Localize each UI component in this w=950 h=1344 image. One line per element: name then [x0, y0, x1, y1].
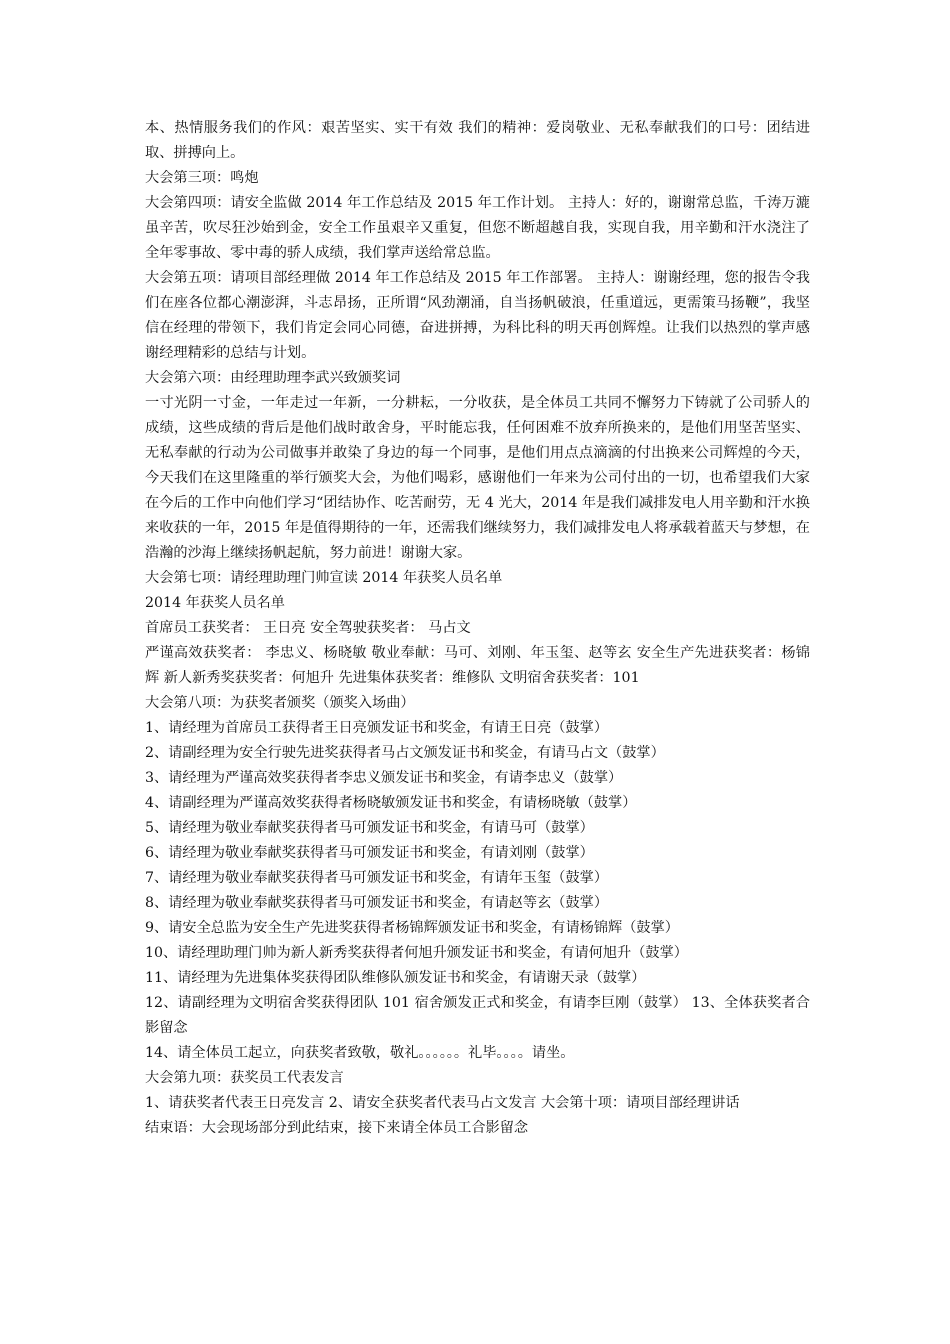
list-item-award-5: 5、请经理为敬业奉献奖获得者马可颁发证书和奖金，有请马可（鼓掌）	[145, 820, 594, 836]
list-item-award-9: 9、请安全总监为安全生产先进奖获得者杨锦辉颁发证书和奖金，有请杨锦辉（鼓掌）	[145, 920, 679, 936]
paragraph-item-9-representative-speech: 大会第九项：获奖员工代表发言	[145, 1070, 344, 1086]
paragraph-winners-chief-and-driving: 首席员工获奖者： 王日亮 安全驾驶获奖者： 马占文	[145, 620, 471, 636]
list-item-award-4: 4、请副经理为严谨高效奖获得者杨晓敏颁发证书和奖金，有请杨晓敏（鼓掌）	[145, 795, 637, 811]
list-item-award-2: 2、请副经理为安全行驶先进奖获得者马占文颁发证书和奖金，有请马占文（鼓掌）	[145, 745, 665, 761]
paragraph-winners-other-awards: 严谨高效获奖者： 李忠义、杨晓敏 敬业奉献：马可、刘刚、年玉玺、赵等玄 安全生产先进获奖者：杨锦辉 新人新秀奖获奖者：何旭升 先进集体获奖者：维修队 文明宿舍获奖者：101	[145, 645, 810, 686]
paragraph-item-8-award-ceremony: 大会第八项：为获奖者颁奖（颁奖入场曲）	[145, 695, 415, 711]
paragraph-award-speech: 一寸光阴一寸金，一年走过一年新，一分耕耘，一分收获，是全体员工共同不懈努力下铸就了公司骄人的成绩，这些成绩的背后是他们战时敢舍身，平时能忘我，任何困难不放弃所换来的，是他们用坚苦坚实、无私奉献的行动为公司做事并敢染了身边的每一个同事，是他们用点点滴滴的付出换来公司辉煌的今天，今天我们在这里隆重的举行颁奖大会，为他们喝彩，感谢他们一年来为公司付出的一切，也希望我们大家在今后的工作中向他们学习“团结协作、吃苦耐劳，无 4 光大，2014 年是我们减排发电人用辛勤和汗水换来收获的一年，2015 年是值得期待的一年，还需我们继续努力，我们减排发电人将承载着蓝天与梦想，在浩瀚的沙海上继续扬帆起航，努力前进！谢谢大家。	[145, 395, 810, 561]
list-item-award-12-13: 12、请副经理为文明宿舍奖获得团队 101 宿舍颁发正式和奖金，有请李巨刚（鼓掌） 13、全体获奖者合影留念	[145, 995, 810, 1036]
paragraph-item-6-award-speech-title: 大会第六项：由经理助理李武兴致颁奖词	[145, 370, 401, 386]
list-item-award-11: 11、请经理为先进集体奖获得团队维修队颁发证书和奖金，有请谢天录（鼓掌）	[145, 970, 646, 986]
paragraph-work-style: 本、热情服务我们的作风：艰苦坚实、实干有效 我们的精神：爱岗敬业、无私奉献我们的口号：团结进取、拼搏向上。	[145, 120, 810, 161]
paragraph-item-5-manager-report: 大会第五项：请项目部经理做 2014 年工作总结及 2015 年工作部署。 主持人：谢谢经理，您的报告令我们在座各位都心潮澎湃，斗志昂扬，正所谓“风劲潮涌，自当扬帆破浪，任重道远，更需策马扬鞭”，我坚信在经理的带领下，我们肯定会同心同德，奋进拼搏，为科比科的明天再创辉煌。让我们以热烈的掌声感谢经理精彩的总结与计划。	[145, 270, 810, 361]
paragraph-winner-list-heading: 2014 年获奖人员名单	[145, 595, 285, 611]
paragraph-item-4-safety-report: 大会第四项：请安全监做 2014 年工作总结及 2015 年工作计划。 主持人：好的，谢谢常总监，千涛万漉虽辛苦，吹尽狂沙始到金，安全工作虽艰辛又重复，但您不断超越自我，实现自我，用辛勤和汗水浇注了全年零事故、零中毒的骄人成绩，我们掌声送给常总监。	[145, 195, 810, 261]
list-item-award-14: 14、请全体员工起立，向获奖者致敬，敬礼。。。。。。礼毕。。。。请坐。	[145, 1045, 575, 1061]
list-item-award-8: 8、请经理为敬业奉献奖获得者马可颁发证书和奖金，有请赵等玄（鼓掌）	[145, 895, 609, 911]
paragraph-item-7-winner-list-title: 大会第七项：请经理助理门帅宣读 2014 年获奖人员名单	[145, 570, 503, 586]
document-body	[145, 116, 810, 1141]
list-item-award-1: 1、请经理为首席员工获得者王日亮颁发证书和奖金，有请王日亮（鼓掌）	[145, 720, 609, 736]
paragraph-item-3-fireworks: 大会第三项：鸣炮	[145, 170, 259, 186]
paragraph-speeches-and-item-10: 1、请获奖者代表王日亮发言 2、请安全获奖者代表马占文发言 大会第十项：请项目部经理讲话	[145, 1095, 740, 1111]
list-item-award-6: 6、请经理为敬业奉献奖获得者马可颁发证书和奖金，有请刘刚（鼓掌）	[145, 845, 594, 861]
list-item-award-7: 7、请经理为敬业奉献奖获得者马可颁发证书和奖金，有请年玉玺（鼓掌）	[145, 870, 609, 886]
list-item-award-3: 3、请经理为严谨高效奖获得者李忠义颁发证书和奖金，有请李忠义（鼓掌）	[145, 770, 623, 786]
paragraph-closing-remarks: 结束语：大会现场部分到此结束，接下来请全体员工合影留念	[145, 1120, 529, 1136]
list-item-award-10: 10、请经理助理门帅为新人新秀奖获得者何旭升颁发证书和奖金，有请何旭升（鼓掌）	[145, 945, 688, 961]
